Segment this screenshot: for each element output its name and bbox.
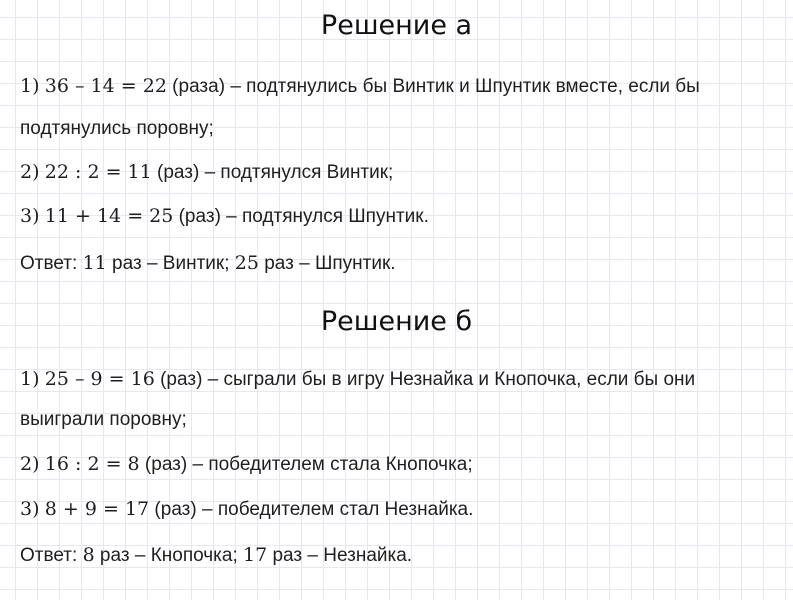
solution-b-answer xyxy=(20,543,412,568)
step-number: 2) xyxy=(20,453,40,475)
answer-number: 25 xyxy=(234,252,259,274)
solution-b-step-1-continuation xyxy=(20,408,187,432)
math-expression: 25 – 9 = 16 xyxy=(44,368,155,390)
math-expression: 11 + 14 = 25 xyxy=(44,205,174,227)
math-expression: 8 + 9 = 17 xyxy=(44,498,150,520)
answer-number: 8 xyxy=(82,544,95,566)
answer-text: раз – Кнопочка; xyxy=(94,545,244,566)
solution-b-step-3 xyxy=(20,497,473,522)
answer-number: 11 xyxy=(82,252,107,274)
step-text: (раз) – подтянулся Винтик; xyxy=(151,162,394,183)
solution-a-answer xyxy=(20,251,396,276)
solution-b-step-1 xyxy=(20,367,695,392)
answer-text: раз – Незнайка. xyxy=(267,545,413,566)
step-text: (раз) – сыграли бы в игру Незнайка и Кнопочка, если бы они xyxy=(154,369,696,390)
solution-a-step-1-continuation xyxy=(20,117,214,141)
solution-b-step-2 xyxy=(20,452,473,477)
step-text: (раз) – победителем стал Незнайка. xyxy=(149,499,474,520)
step-number: 3) xyxy=(20,205,40,227)
math-expression: 16 : 2 = 8 xyxy=(44,453,140,475)
step-text: подтянулись поровну; xyxy=(20,118,214,139)
solution-b-title: Решение б xyxy=(320,306,473,337)
step-number: 3) xyxy=(20,498,40,520)
step-text: выиграли поровну; xyxy=(20,409,187,430)
answer-number: 17 xyxy=(243,544,268,566)
solution-a-title: Решение а xyxy=(320,10,473,41)
math-expression: 36 – 14 = 22 xyxy=(44,75,167,97)
step-number: 1) xyxy=(20,75,40,97)
math-expression: 22 : 2 = 11 xyxy=(44,161,152,183)
step-number: 2) xyxy=(20,161,40,183)
solution-a-step-1 xyxy=(20,74,700,99)
step-text: (раз) – победителем стала Кнопочка; xyxy=(139,454,473,475)
answer-text: раз – Винтик; xyxy=(106,253,235,274)
solution-a-step-2 xyxy=(20,160,393,185)
answer-label: Ответ: xyxy=(20,545,83,566)
solution-a-step-3 xyxy=(20,204,429,229)
answer-text: раз – Шпунтик. xyxy=(258,253,396,274)
step-text: (раз) – подтянулся Шпунтик. xyxy=(173,206,429,227)
step-number: 1) xyxy=(20,368,40,390)
answer-label: Ответ: xyxy=(20,253,83,274)
step-text: (раза) – подтянулись бы Винтик и Шпунтик вместе, если бы xyxy=(166,76,700,97)
